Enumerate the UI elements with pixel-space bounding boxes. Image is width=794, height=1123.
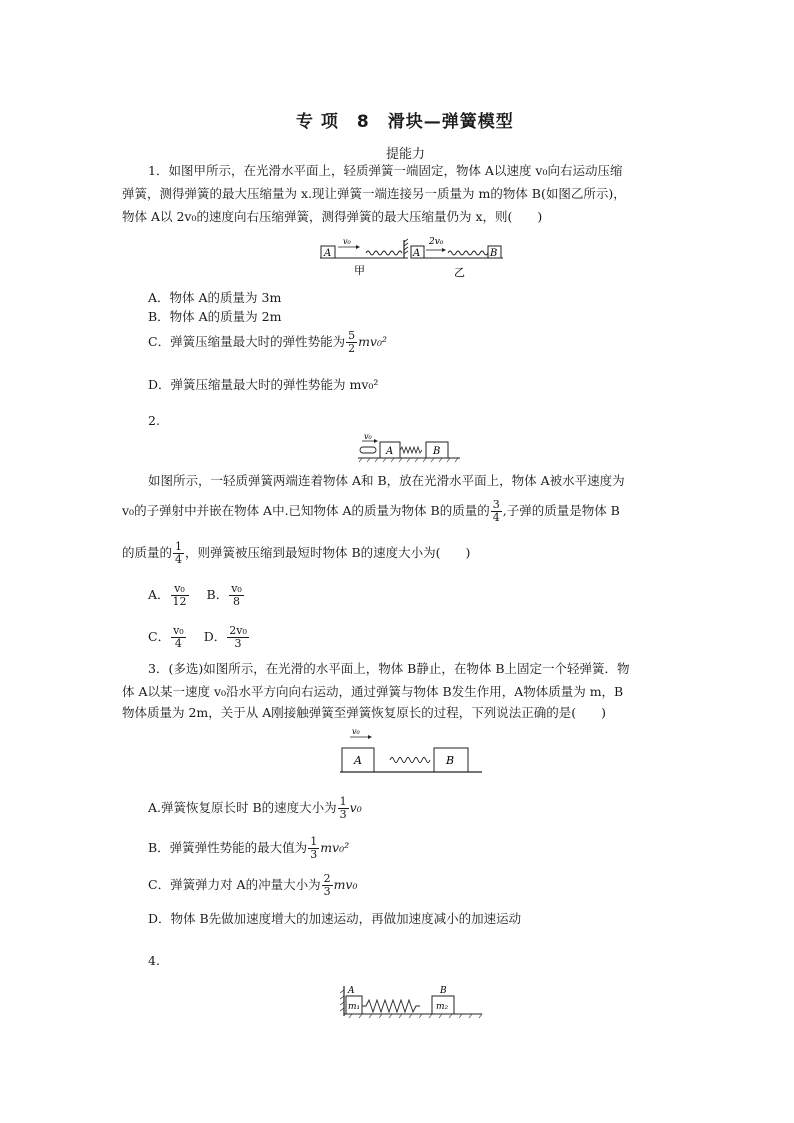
q1-v-right-label: 2v₀ [429, 237, 444, 247]
q1-option-d: D．弹簧压缩量最大时的弹性势能为 mv₀² [148, 377, 379, 392]
q4-label-a: A [348, 986, 355, 996]
q4-mass-1: m₁ [348, 1002, 361, 1012]
q3-line-3: 物体质量为 2m，关于从 A刚接触弹簧至弹簧恢复原长的过程，下列说法正确的是( ) [122, 705, 607, 720]
q3-option-c: C．弹簧弹力对 A的冲量大小为 $\frac{2}{3}$ mv₀ [148, 872, 358, 898]
q3-block-b-label: B [446, 754, 455, 767]
q2-options-row-2: C． $\frac{\text{v₀}}{4}$ D． $\frac{\text{2v₀}}{3}$ [148, 624, 247, 650]
q2-line-3: 的质量的 $\frac{1}{4}$ ，则弹簧被压缩到最短时物体 B的速度大小为( ) [122, 540, 471, 566]
q1-line-2: 弹簧，测得弹簧的最大压缩量为 x.现让弹簧一端连接另一质量为 m的物体 B(如图乙所示)， [122, 186, 626, 201]
q3-spring [390, 758, 430, 763]
q2-options-row-1: A． $\frac{\text{v₀}}{12}$ B． $\frac{\text{v₀}}{8}$ [148, 582, 242, 608]
q2-bullet [360, 447, 376, 453]
q2-line-2: v₀的子弹射中并嵌在物体 A中.已知物体 A的质量为物体 B的质量的 $\frac{3}{4}$ ,子弹的质量是物体 B [122, 498, 620, 524]
q2-v-label: v₀ [364, 432, 372, 441]
q3-option-a: A.弹簧恢复原长时 B的速度大小为 $\frac{1}{3}$ v₀ [148, 795, 362, 821]
q2-number: 2. [148, 413, 160, 428]
q1-line-1: 1．如图甲所示，在光滑水平面上，轻质弹簧一端固定，物体 A以速度 v₀向右运动压缩 [148, 163, 623, 178]
q4-mass-2: m₂ [436, 1002, 449, 1012]
q1-option-b: B．物体 A的质量为 2m [148, 309, 282, 324]
q3-option-b: B．弹簧弹性势能的最大值为 $\frac{1}{3}$ mv₀² [148, 835, 350, 861]
q4-number: 4. [148, 953, 160, 968]
q1-caption-jia: 甲 [354, 264, 365, 277]
q1-line-3: 物体 A以 2v₀的速度向右压缩弹簧，测得弹簧的最大压缩量仍为 x，则( ) [122, 209, 543, 224]
q1-block-a-jia-label: A [324, 248, 332, 259]
q1-spring-jia [366, 251, 402, 255]
q1-figure [318, 234, 508, 282]
q4-spring [362, 1000, 420, 1012]
q1-caption-yi: 乙 [454, 266, 465, 279]
q1-option-a: A．物体 A的质量为 3m [148, 290, 282, 305]
q1-block-a-yi-label: A [413, 248, 421, 259]
q1-option-c: C．弹簧压缩量最大时的弹性势能为 $\frac{5}{2}$ mv₀² [148, 329, 388, 355]
q4-figure [340, 984, 486, 1022]
q3-figure [338, 724, 484, 776]
q2-block-a-label: A [386, 446, 394, 457]
q2-figure [356, 430, 466, 466]
q1-v-left-label: v₀ [343, 237, 351, 246]
page-title: 专 项 8 滑块—弹簧模型 [296, 112, 514, 132]
q3-block-a-label: A [354, 754, 362, 767]
q3-v-label: v₀ [352, 727, 360, 736]
q1-block-b-yi-label: B [490, 248, 498, 259]
q3-line-2: 体 A以某一速度 v₀沿水平方向向右运动，通过弹簧与物体 B发生作用，A物体质量为 m，B [122, 684, 624, 699]
q2-block-b-label: B [433, 446, 441, 457]
q3-line-1: 3．(多选)如图所示，在光滑的水平面上，物体 B静止，在物体 B上固定一个轻弹簧．物 [148, 661, 630, 676]
q1-spring-yi [448, 251, 492, 255]
q2-line-1: 如图所示，一轻质弹簧两端连着物体 A和 B，放在光滑水平面上，物体 A被水平速度为 [148, 473, 625, 488]
q2-spring [400, 447, 422, 453]
q3-option-d: D．物体 B先做加速度增大的加速运动，再做加速度减小的加速运动 [148, 911, 522, 926]
q4-label-b: B [440, 986, 447, 996]
section-heading: 提能力 [386, 147, 426, 162]
